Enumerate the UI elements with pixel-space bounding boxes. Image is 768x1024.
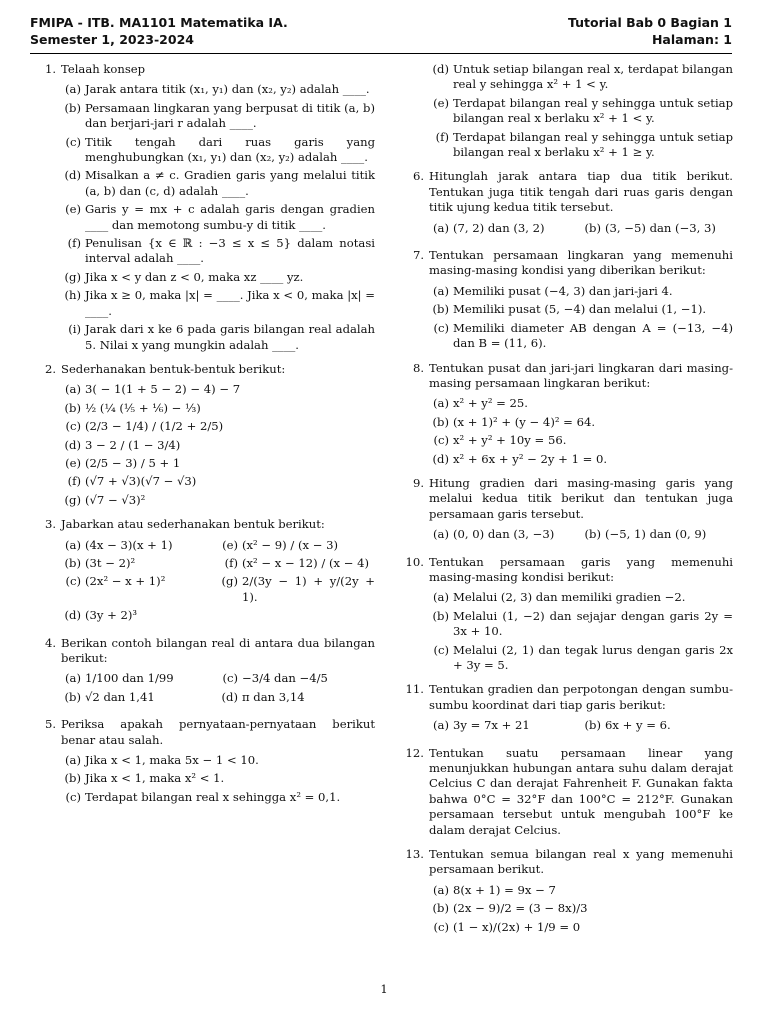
problem-7 — [398, 248, 733, 351]
sub-item — [61, 168, 375, 199]
sub-item-list — [429, 62, 733, 160]
sub-item-label: (b) — [432, 608, 449, 623]
sub-item-label: (b) — [64, 400, 81, 415]
sub-item-label: (b) — [432, 901, 449, 916]
problem-10 — [398, 555, 733, 674]
problem-1 — [30, 62, 375, 353]
sub-item-label: (a) — [433, 882, 449, 897]
sub-item-label: (d) — [221, 689, 238, 704]
sub-item-text: (2x − 9)/2 = (3 − 8x)/3 — [453, 901, 588, 916]
sub-item — [581, 718, 733, 733]
sub-item-text: Memiliki diameter AB dengan A = (−13, −4) dan B = (11, 6). — [453, 320, 733, 351]
sub-item-label: (c) — [222, 671, 238, 686]
sub-item-text: Jika x < 1, maka x² < 1. — [85, 771, 225, 786]
sub-item-label: (a) — [433, 396, 449, 411]
sub-item-text: 3 − 2 / (1 − 3/4) — [85, 437, 181, 452]
sub-item-text: π dan 3,14 — [242, 689, 305, 704]
sub-item — [61, 438, 375, 453]
problem-3 — [30, 517, 375, 626]
sub-item-label: (a) — [65, 753, 81, 768]
sub-item-list — [61, 382, 375, 508]
sub-item — [429, 221, 581, 236]
problem-number: 11. — [405, 682, 424, 697]
problem-5a — [30, 717, 375, 805]
sub-item-text: Terdapat bilangan real y sehingga untuk setiap bilangan real x berlaku x² + 1 ≥ y. — [453, 129, 733, 160]
sub-item-label: (a) — [433, 718, 449, 733]
sub-item-text: √2 dan 1,41 — [85, 689, 155, 704]
sub-item-text: 6x + y = 6. — [605, 718, 671, 733]
problem-6 — [398, 169, 733, 239]
sub-item — [429, 643, 733, 674]
sub-item — [61, 101, 375, 132]
sub-item — [61, 538, 218, 553]
sub-item-text: 8(x + 1) = 9x − 7 — [453, 882, 556, 897]
sub-item-text: Jarak dari x ke 6 pada garis bilangan real adalah 5. Nilai x yang mungkin adalah ____. — [85, 322, 375, 352]
left-column — [30, 62, 375, 814]
sub-item-label: (c) — [433, 320, 449, 335]
sub-item-text: (x + 1)² + (y − 4)² = 64. — [453, 414, 596, 429]
sub-item-label: (e) — [65, 455, 81, 470]
sub-item-text: ½ (¼ (⅕ + ⅙) − ⅓) — [85, 400, 201, 415]
sub-item — [61, 82, 375, 97]
sub-item-text: 2/(3y − 1) + y/(2y + 1). — [242, 574, 375, 604]
sub-item-label: (c) — [65, 789, 81, 804]
sub-item-text: (2/3 − 1/4) / (1/2 + 2/5) — [85, 419, 224, 434]
sub-item-label: (a) — [65, 82, 81, 97]
sub-item-list — [61, 82, 375, 353]
sub-item — [61, 202, 375, 233]
sub-item-label: (a) — [65, 382, 81, 397]
header-divider — [30, 53, 732, 54]
page-number: 1 — [380, 982, 388, 996]
sub-item-label: (b) — [584, 220, 601, 235]
sub-item-text: Jarak antara titik (x₁, y₁) dan (x₂, y₂) adalah ____. — [85, 82, 370, 97]
problem-number: 1. — [44, 62, 56, 76]
sub-item-label: (c) — [65, 419, 81, 434]
sub-item-text: x² + y² = 25. — [453, 396, 528, 411]
sub-item — [61, 690, 218, 705]
sub-item-label: (f) — [67, 474, 81, 489]
problem-statement: Hitunglah jarak antara tiap dua titik berikut. Tentukan juga titik tengah dari ruas garis dengan titik ujung kedua titik tersebut. — [429, 169, 733, 215]
sub-item-text: Titik tengah dari ruas garis yang menghubungkan (x₁, y₁) dan (x₂, y₂) adalah ____. — [85, 134, 375, 165]
problem-number: 9. — [412, 475, 424, 490]
sub-item-text: (2/5 − 3) / 5 + 1 — [85, 455, 181, 470]
sub-item — [61, 608, 218, 623]
problem-number: 2. — [44, 361, 56, 376]
sub-item-list — [61, 753, 375, 805]
sub-item — [429, 883, 733, 898]
sub-item — [61, 270, 375, 285]
sub-item — [429, 396, 733, 411]
sub-item-label: (b) — [64, 689, 81, 704]
sub-item-text: Melalui (1, −2) dan sejajar dengan garis 2y = 3x + 10. — [453, 608, 733, 639]
page-label: Halaman: 1 — [651, 32, 732, 47]
sub-item — [429, 527, 581, 542]
sub-item-label: (a) — [433, 590, 449, 605]
problem-number: 7. — [412, 248, 424, 263]
sub-item-label: (c) — [65, 574, 81, 589]
sub-item-list — [429, 221, 733, 239]
sub-item-label: (e) — [65, 202, 81, 217]
sub-item — [218, 556, 375, 571]
sub-item — [61, 401, 375, 416]
sub-item-list — [429, 718, 733, 736]
sub-item — [429, 718, 581, 733]
sub-item — [61, 753, 375, 768]
sub-item-label: (d) — [64, 168, 81, 183]
sub-item-text: Untuk setiap bilangan real x, terdapat bilangan real y sehingga x² + 1 < y. — [453, 62, 733, 92]
problem-5b — [398, 62, 733, 160]
sub-item-text: −3/4 dan −4/5 — [242, 671, 328, 686]
sub-item — [61, 556, 218, 571]
sub-item-label: (b) — [64, 100, 81, 115]
sub-item-list — [61, 671, 375, 708]
sub-item-label: (a) — [433, 527, 449, 542]
sub-item-text: (4x − 3)(x + 1) — [85, 537, 173, 552]
sub-item-text: Terdapat bilangan real x sehingga x² = 0,1. — [85, 789, 341, 804]
sub-item-label: (d) — [64, 437, 81, 452]
sub-item-label: (a) — [433, 283, 449, 298]
problem-number: 8. — [412, 360, 424, 375]
sub-item — [61, 236, 375, 267]
sub-item-label: (b) — [64, 555, 81, 570]
sub-item — [61, 771, 375, 786]
problem-11 — [398, 682, 733, 736]
sub-item — [429, 433, 733, 448]
sub-item-label: (e) — [222, 537, 238, 552]
problem-statement: Tentukan persamaan garis yang memenuhi masing-masing kondisi berikut: — [429, 554, 733, 584]
problem-statement: Hitung gradien dari masing-masing garis yang melalui kedua titik berikut dan tentukan juga persamaan garis tersebut. — [429, 475, 733, 521]
sub-item — [429, 284, 733, 299]
problem-statement: Tentukan gradien dan perpotongan dengan sumbu-sumbu koordinat dari tiap garis berikut: — [429, 682, 733, 712]
sub-item-text: Melalui (2, 3) dan memiliki gradien −2. — [453, 590, 686, 605]
sub-item — [61, 456, 375, 471]
sub-item-label: (i) — [68, 322, 81, 337]
sub-item — [218, 690, 375, 705]
sub-item — [61, 419, 375, 434]
sub-item-text: (3t − 2)² — [85, 555, 136, 570]
sub-item — [61, 474, 375, 489]
problem-number: 3. — [44, 517, 56, 532]
sub-item-list — [429, 284, 733, 352]
sub-item-label: (c) — [433, 433, 449, 448]
sub-item — [61, 790, 375, 805]
sub-item-text: (3y + 2)³ — [85, 608, 138, 623]
sub-item-text: Memiliki pusat (5, −4) dan melalui (1, −1). — [453, 302, 707, 317]
sub-item — [61, 671, 218, 686]
sub-item — [218, 671, 375, 686]
problem-statement: Periksa apakah pernyataan-pernyataan berikut benar atau salah. — [61, 717, 375, 747]
sub-item — [61, 493, 375, 508]
semester: Semester 1, 2023-2024 — [30, 32, 194, 47]
sub-item-label: (g) — [64, 492, 81, 507]
sub-item-label: (f) — [67, 236, 81, 251]
problem-number: 5. — [44, 717, 56, 732]
sub-item-text: 3y = 7x + 21 — [453, 718, 530, 733]
sub-item-label: (f) — [435, 129, 449, 144]
sub-item-label: (c) — [433, 919, 449, 934]
sub-item — [429, 302, 733, 317]
sub-item-list — [429, 527, 733, 545]
sub-item — [218, 538, 375, 553]
sub-item-label: (b) — [584, 527, 601, 542]
sub-item — [429, 901, 733, 916]
problem-2 — [30, 362, 375, 508]
sub-item-text: Terdapat bilangan real y sehingga untuk setiap bilangan real x berlaku x² + 1 < y. — [453, 95, 733, 126]
sub-item-label: (a) — [433, 220, 449, 235]
problem-statement: Berikan contoh bilangan real di antara dua bilangan berikut: — [61, 635, 375, 665]
sub-item-text: Jika x ≥ 0, maka |x| = ____. Jika x < 0, maka |x| = ____. — [85, 288, 375, 318]
sub-item-text: Misalkan a ≠ c. Gradien garis yang melalui titik (a, b) dan (c, d) adalah ____. — [85, 168, 375, 198]
sub-item-label: (g) — [64, 269, 81, 284]
sub-item-text: (x² − x − 12) / (x − 4) — [242, 555, 370, 570]
sub-item-label: (b) — [64, 771, 81, 786]
sub-item-label: (c) — [433, 642, 449, 657]
sub-item-list — [429, 883, 733, 935]
sub-item — [61, 382, 375, 397]
problem-statement: Sederhanakan bentuk-bentuk berikut: — [61, 361, 286, 376]
sub-item — [429, 452, 733, 467]
sub-item-label: (h) — [64, 288, 81, 303]
problem-statement: Jabarkan atau sederhanakan bentuk berikut: — [61, 517, 325, 532]
problem-statement: Tentukan pusat dan jari-jari lingkaran dari masing-masing persamaan lingkaran berikut: — [429, 360, 733, 390]
problem-statement: Tentukan semua bilangan real x yang memenuhi persamaan berikut. — [429, 847, 733, 877]
sub-item-label: (g) — [221, 574, 238, 589]
sub-item — [429, 96, 733, 127]
sub-item-label: (d) — [432, 62, 449, 76]
problem-12 — [398, 746, 733, 838]
sub-item-text: (√7 − √3)² — [85, 492, 146, 507]
sub-item-text: x² + y² + 10y = 56. — [453, 433, 567, 448]
sub-item — [429, 920, 733, 935]
sub-item-label: (d) — [432, 451, 449, 466]
sub-item-list — [429, 396, 733, 467]
sub-item — [429, 590, 733, 605]
sub-item-label: (b) — [584, 718, 601, 733]
sub-item-label: (c) — [65, 134, 81, 149]
sub-item-text: (1 − x)/(2x) + 1/9 = 0 — [453, 919, 581, 934]
sub-item — [581, 221, 733, 236]
sub-item — [218, 574, 375, 605]
sub-item-list — [429, 590, 733, 673]
header-right — [568, 14, 732, 48]
problem-13 — [398, 847, 733, 935]
sub-item-text: (√7 + √3)(√7 − √3) — [85, 474, 197, 489]
problem-number: 12. — [405, 745, 424, 760]
sub-item-label: (a) — [65, 671, 81, 686]
sub-item-label: (d) — [64, 608, 81, 623]
sub-item-text: Jika x < y dan z < 0, maka xz ____ yz. — [85, 269, 304, 284]
sub-item — [429, 609, 733, 640]
sub-item-label: (f) — [224, 555, 238, 570]
sub-item-text: Garis y = mx + c adalah garis dengan gradien ____ dan memotong sumbu-y di titik ____. — [85, 202, 375, 232]
sub-item-text: (−5, 1) dan (0, 9) — [605, 527, 707, 542]
sub-item-list — [61, 538, 375, 627]
sub-item — [429, 415, 733, 430]
sub-item-text: Penulisan {x ∈ ℝ : −3 ≤ x ≤ 5} dalam notasi interval adalah ____. — [85, 236, 375, 266]
sub-item-text: Persamaan lingkaran yang berpusat di titik (a, b) dan berjari-jari r adalah ____. — [85, 100, 375, 131]
problem-8 — [398, 361, 733, 467]
sub-item — [429, 321, 733, 352]
sub-item-text: (7, 2) dan (3, 2) — [453, 220, 545, 235]
sub-item-text: (2x² − x + 1)² — [85, 574, 166, 589]
sub-item — [581, 527, 733, 542]
right-column — [398, 62, 733, 944]
sub-item-label: (a) — [65, 537, 81, 552]
sub-item-text: (x² − 9) / (x − 3) — [242, 537, 339, 552]
sub-item-text: 1/100 dan 1/99 — [85, 671, 174, 686]
problem-9 — [398, 476, 733, 546]
sub-item — [429, 130, 733, 161]
sub-item — [61, 322, 375, 353]
sub-item-label: (e) — [433, 95, 449, 110]
sub-item — [61, 288, 375, 319]
problem-statement: Tentukan suatu persamaan linear yang menunjukkan hubungan antara suhu dalam derajat Celcius C dan derajat Fahrenheit F. Gunakan fakta bahwa 0°C = 32°F dan 100°C = 212°F. Gunakan persamaan tersebut untuk mengubah 100°F ke dalam derajat Celcius. — [429, 745, 733, 837]
sub-item-text: x² + 6x + y² − 2y + 1 = 0. — [453, 451, 608, 466]
sub-item-text: 3( − 1(1 + 5 − 2) − 4) − 7 — [85, 382, 241, 397]
sub-item-label: (b) — [432, 302, 449, 317]
problem-statement: Telaah konsep — [61, 62, 146, 76]
tutorial-title: Tutorial Bab 0 Bagian 1 — [567, 15, 732, 30]
problem-4 — [30, 636, 375, 709]
problem-number: 6. — [412, 169, 424, 184]
sub-item-text: Melalui (2, 1) dan tegak lurus dengan garis 2x + 3y = 5. — [453, 642, 733, 672]
problem-number: 13. — [405, 847, 424, 862]
sub-item-label: (b) — [432, 414, 449, 429]
course-title: FMIPA - ITB. MA1101 Matematika IA. — [30, 15, 288, 30]
problem-number: 4. — [44, 635, 56, 650]
sub-item-text: (3, −5) dan (−3, 3) — [605, 220, 716, 235]
sub-item-text: (0, 0) dan (3, −3) — [453, 527, 555, 542]
sub-item-text: Memiliki pusat (−4, 3) dan jari-jari 4. — [453, 283, 673, 298]
sub-item-text: Jika x < 1, maka 5x − 1 < 10. — [85, 753, 259, 768]
sub-item — [61, 135, 375, 166]
sub-item — [429, 62, 733, 93]
header-left — [30, 14, 288, 48]
problem-number: 10. — [405, 554, 424, 569]
problem-statement: Tentukan persamaan lingkaran yang memenuhi masing-masing kondisi yang diberikan berikut: — [429, 248, 733, 278]
sub-item — [61, 574, 218, 605]
